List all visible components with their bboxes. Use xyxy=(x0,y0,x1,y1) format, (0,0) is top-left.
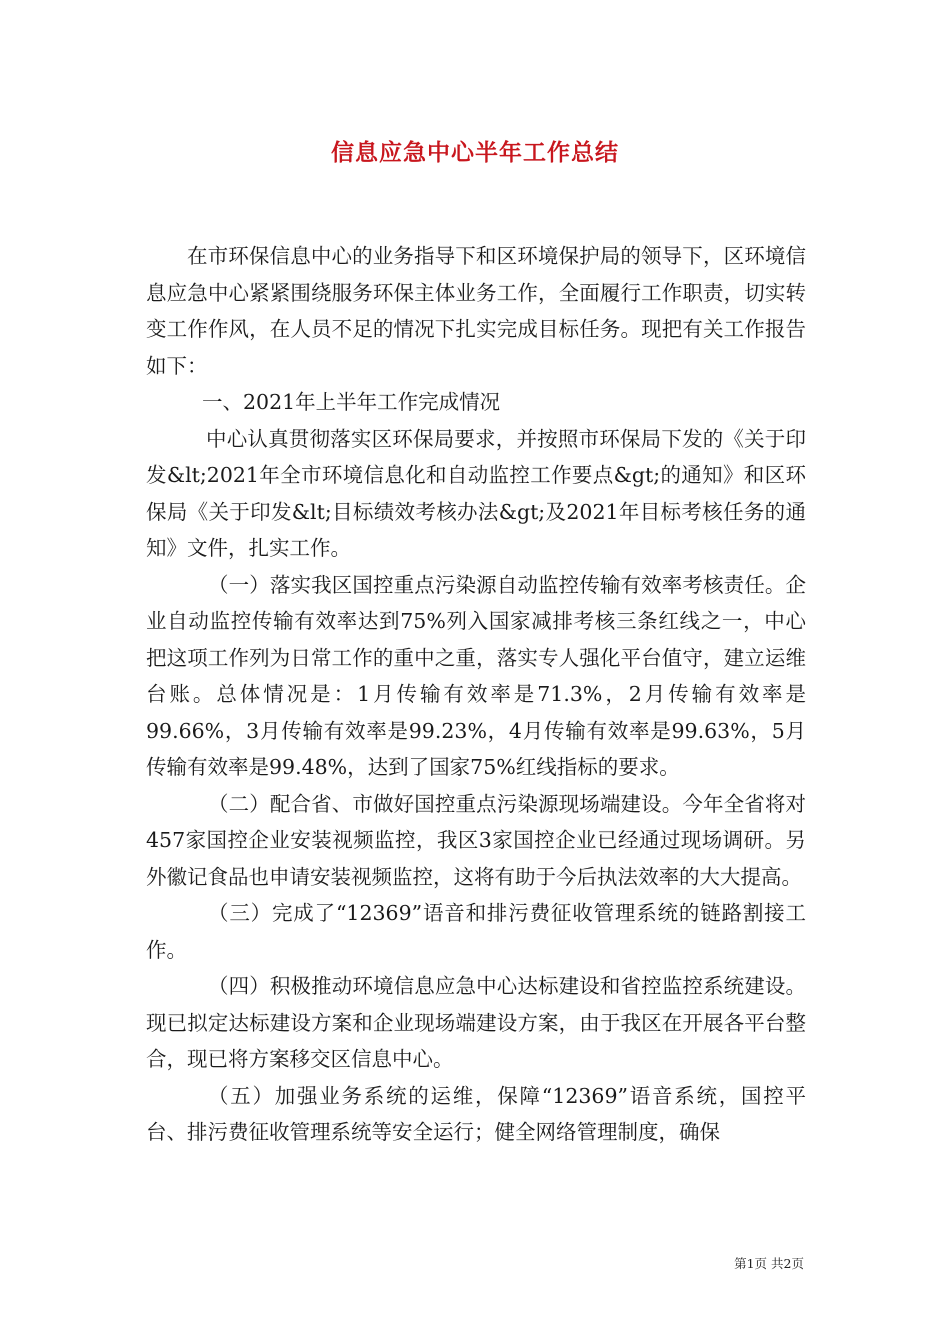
paragraph-item-4: （四）积极推动环境信息应急中心达标建设和省控监控系统建设。现已拟定达标建设方案和企业现场端建设方案，由于我区在开展各平台整合，现已将方案移交区信息中心。 xyxy=(146,974,806,1071)
paragraph: 中心认真贯彻落实区环保局要求，并按照市环保局下发的《关于印发&lt;2021年全市环境信息化和自动监控工作要点&gt;的通知》和区环保局《关于印发&lt;目标绩效考核办法&gt;及2021年目标考核任务的通知》文件，扎实工作。 xyxy=(146,426,806,560)
intro-paragraph: 在市环保信息中心的业务指导下和区环境保护局的领导下，区环境信息应急中心紧紧围绕服务环保主体业务工作，全面履行工作职责，切实转变工作作风，在人员不足的情况下扎实完成目标任务。现把有关工作报告如下： xyxy=(146,244,806,378)
document-body xyxy=(146,238,806,1151)
paragraph-item-3: （三）完成了“12369”语音和排污费征收管理系统的链路割接工作。 xyxy=(146,901,806,962)
page-number: 第1页 共2页 xyxy=(734,1256,804,1271)
paragraph-item-2: （二）配合省、市做好国控重点污染源现场端建设。今年全省将对457家国控企业安装视频监控，我区3家国控企业已经通过现场调研。另外徽记食品也申请安装视频监控，这将有助于今后执法效率的大大提高。 xyxy=(146,791,806,889)
paragraph-item-5: （五）加强业务系统的运维，保障“12369”语音系统，国控平台、排污费征收管理系统等安全运行；健全网络管理制度，确保 xyxy=(146,1083,806,1144)
document-title: 信息应急中心半年工作总结 xyxy=(331,140,619,166)
section-heading: 一、2021年上半年工作完成情况 xyxy=(202,390,501,414)
paragraph-item-1: （一）落实我区国控重点污染源自动监控传输有效率考核责任。企业自动监控传输有效率达到75%列入国家减排考核三条红线之一，中心把这项工作列为日常工作的重中之重，落实专人强化平台值守，建立运维台账。总体情况是：1月传输有效率是71.3%，2月传输有效率是99.66%，3月传输有效率是99.23%，4月传输有效率是99.63%，5月传输有效率是99.48%，达到了国家75%红线指标的要求。 xyxy=(146,572,806,779)
